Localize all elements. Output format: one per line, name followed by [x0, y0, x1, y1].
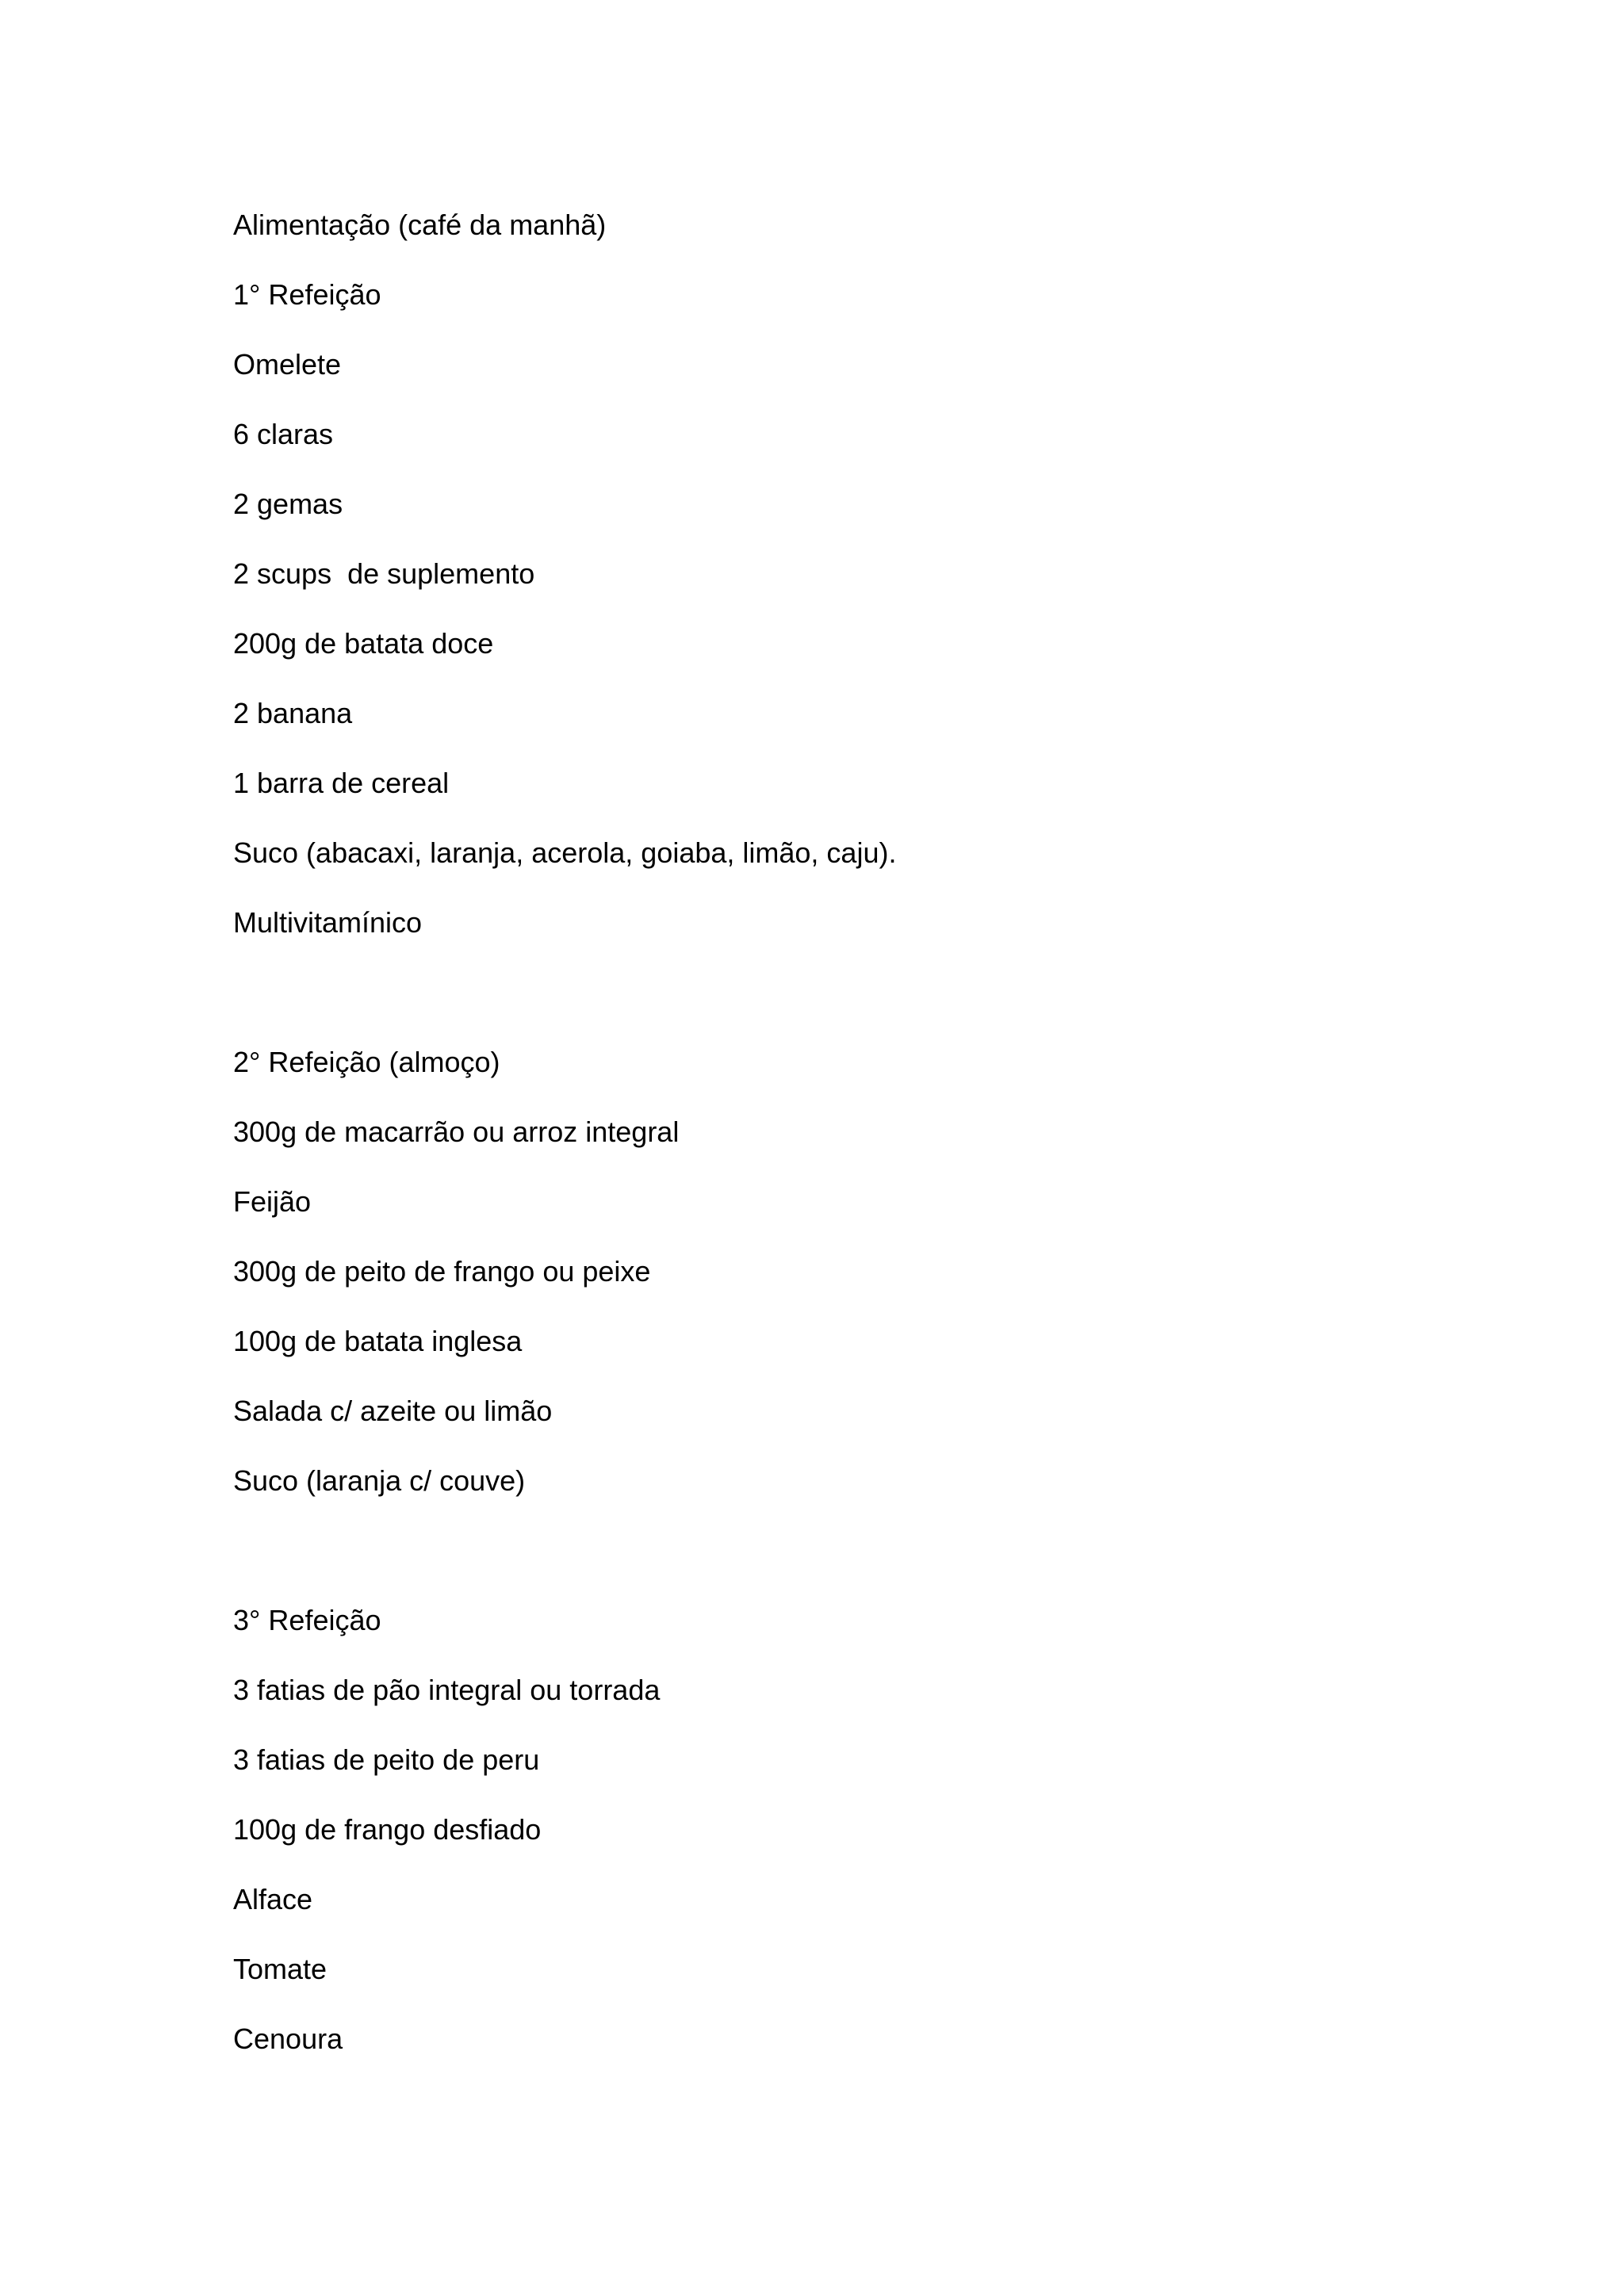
- list-item: Multivitamínico: [233, 906, 423, 939]
- list-item: 300g de peito de frango ou peixe: [233, 1255, 651, 1288]
- list-item: Alface: [233, 1883, 313, 1915]
- list-item: 6 claras: [233, 418, 334, 450]
- list-item: Feijão: [233, 1185, 312, 1218]
- list-item: Salada c/ azeite ou limão: [233, 1395, 553, 1427]
- list-item: 1 barra de cereal: [233, 767, 450, 799]
- list-item: Suco (abacaxi, laranja, acerola, goiaba, limão, caju).: [233, 836, 897, 869]
- list-item: 2 gemas: [233, 488, 343, 520]
- list-item: 3 fatias de peito de peru: [233, 1743, 540, 1776]
- document-body: [233, 190, 1423, 2074]
- list-item: Omelete: [233, 348, 342, 381]
- list-item: 200g de batata doce: [233, 627, 494, 660]
- section-heading-1: 1° Refeição: [233, 278, 381, 311]
- list-item: Tomate: [233, 1953, 327, 1985]
- section-heading-2: 2° Refeição (almoço): [233, 1046, 500, 1078]
- list-item: 100g de frango desfiado: [233, 1813, 542, 1846]
- list-item: 3 fatias de pão integral ou torrada: [233, 1674, 661, 1706]
- list-item: 2 banana: [233, 697, 353, 729]
- list-item: 2 scups de suplemento: [233, 557, 535, 590]
- list-item: 300g de macarrão ou arroz integral: [233, 1115, 680, 1148]
- document-title: Alimentação (café da manhã): [233, 209, 607, 241]
- list-item: Cenoura: [233, 2022, 343, 2055]
- blank-line: [233, 1516, 1423, 1586]
- list-item: 100g de batata inglesa: [233, 1325, 523, 1357]
- blank-line: [233, 958, 1423, 1027]
- section-heading-3: 3° Refeição: [233, 1604, 381, 1636]
- list-item: Suco (laranja c/ couve): [233, 1464, 526, 1497]
